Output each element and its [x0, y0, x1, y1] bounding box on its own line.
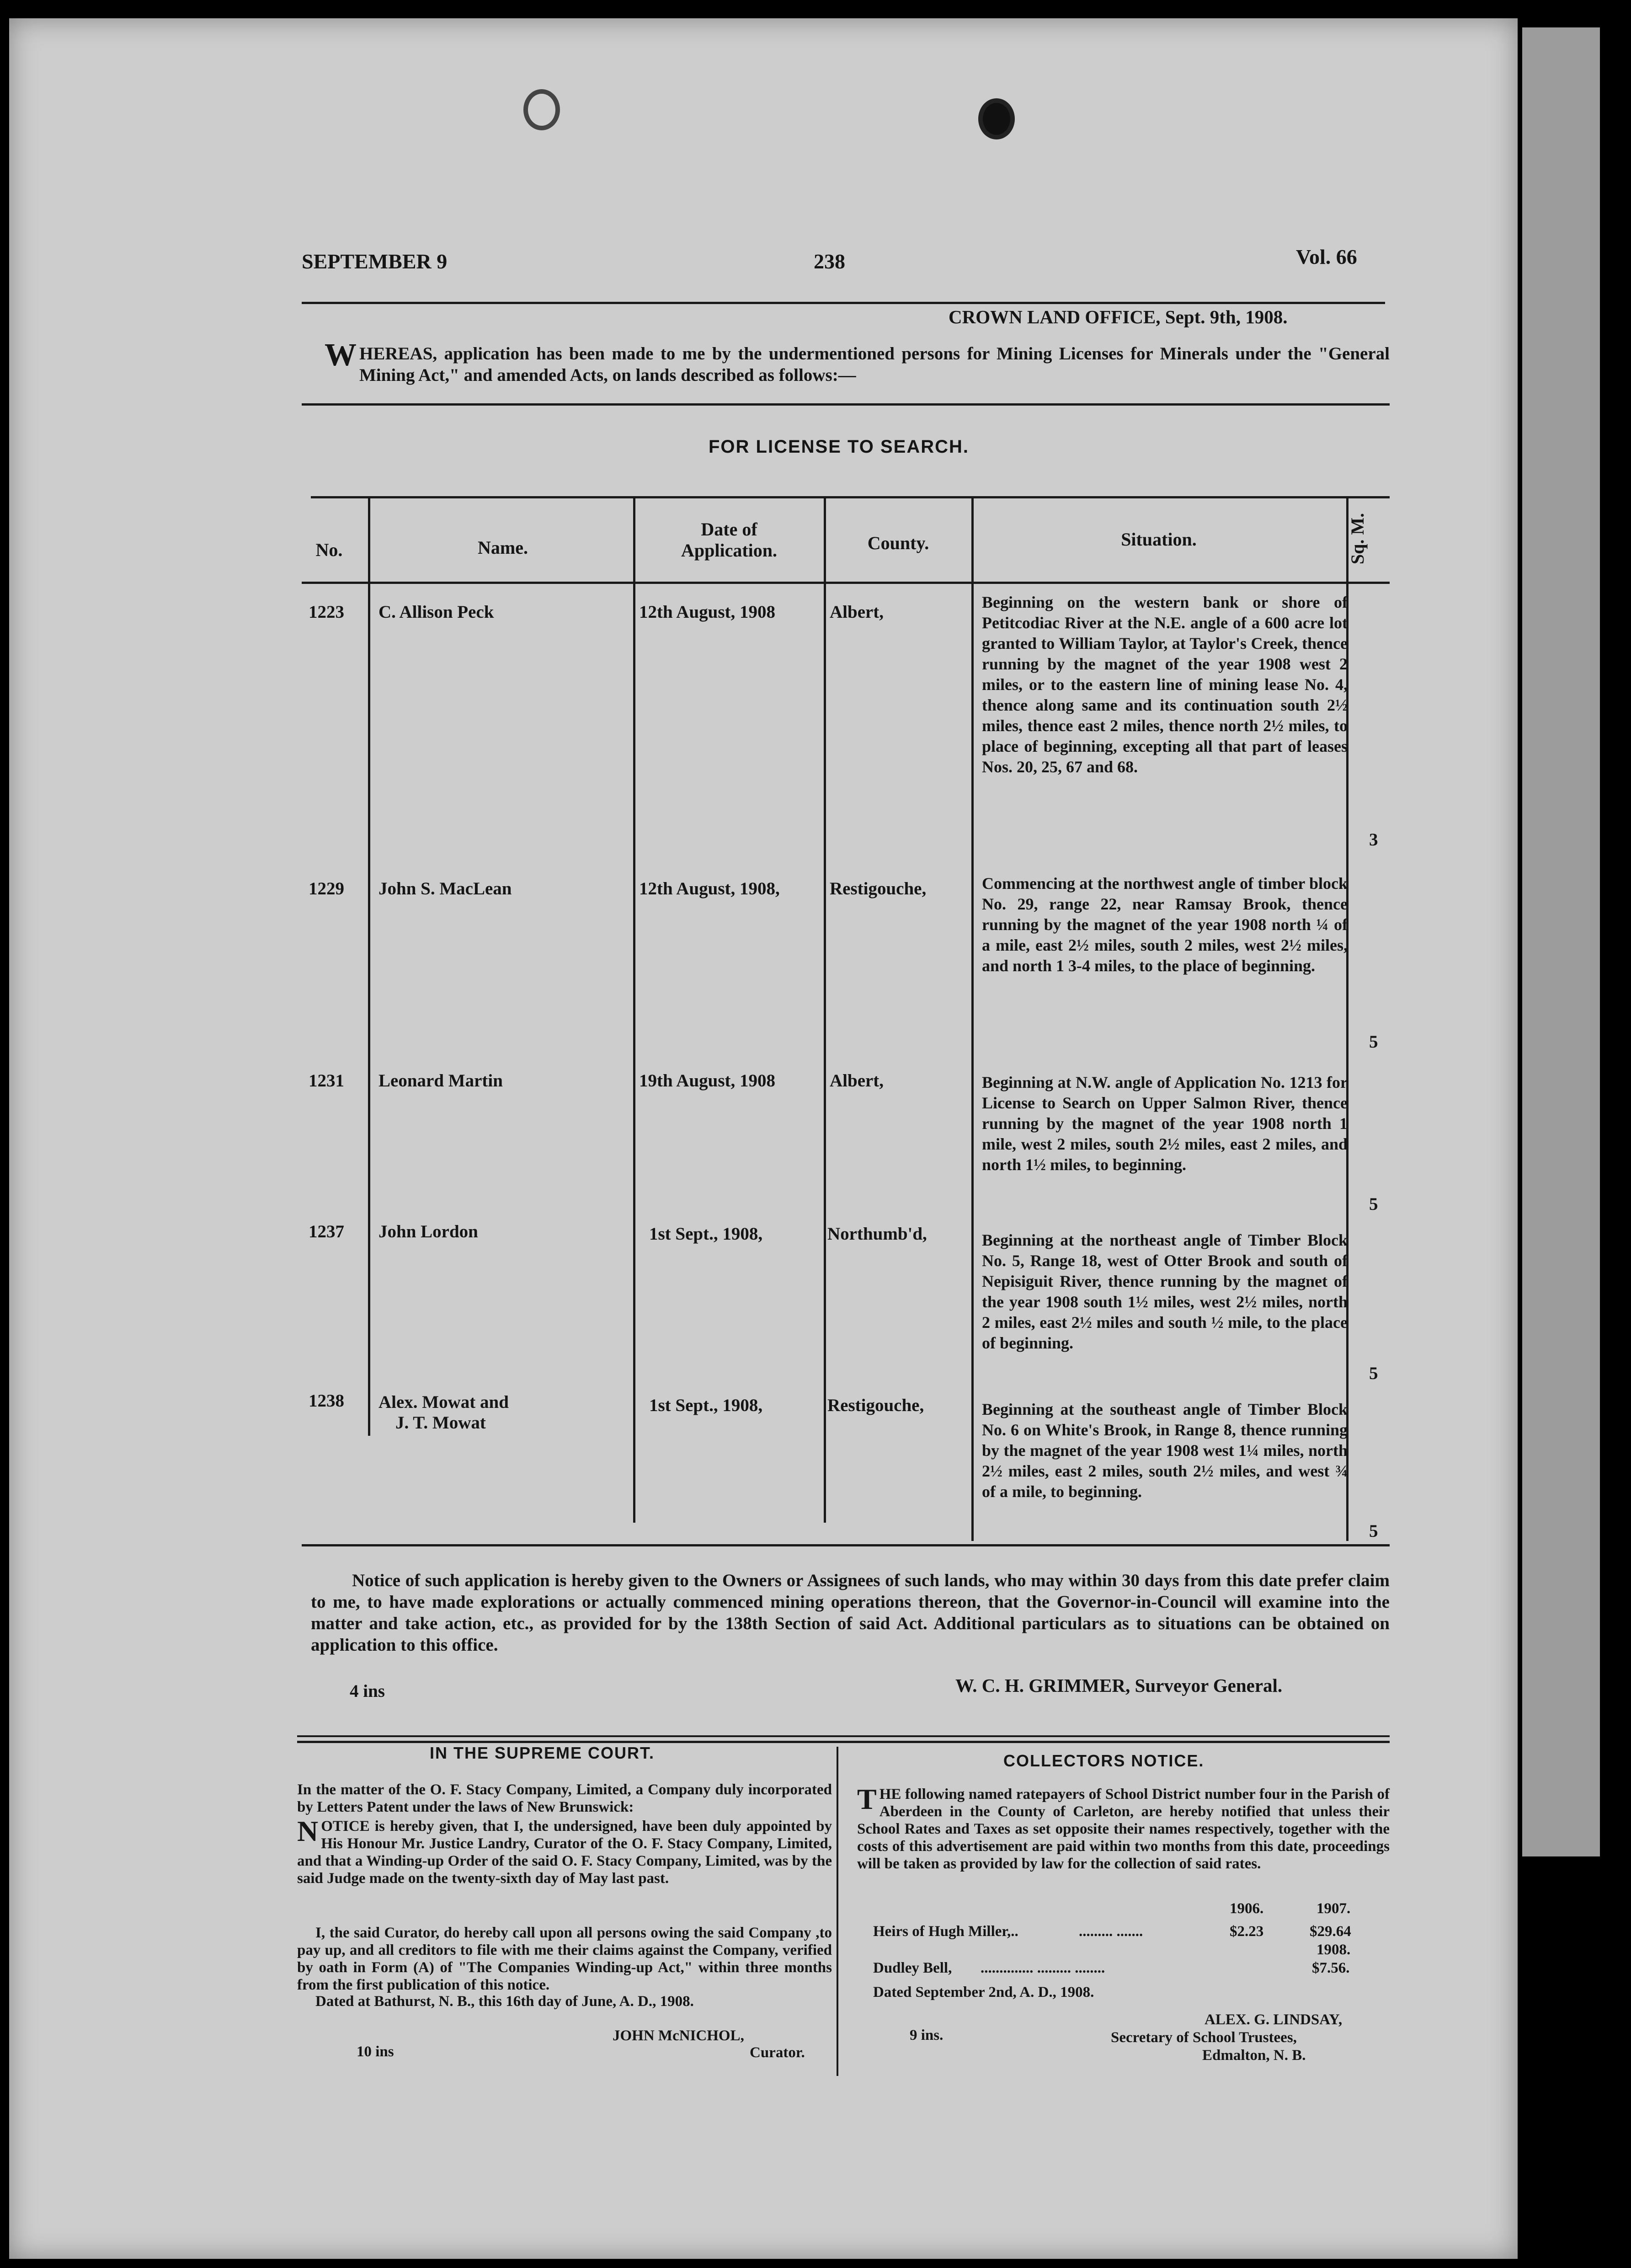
punch-hole-right	[978, 98, 1015, 139]
collectors-row2-value: $7.56.	[1312, 1960, 1350, 1976]
whereas-paragraph	[325, 337, 1390, 386]
collectors-place: Edmalton, N. B.	[1202, 2047, 1306, 2064]
collectors-row2-name: Dudley Bell,	[873, 1960, 952, 1976]
row-1237-no: 1237	[309, 1222, 344, 1241]
section-title: FOR LICENSE TO SEARCH.	[709, 437, 969, 457]
collectors-year-1907: 1907.	[1317, 1900, 1351, 1917]
col-divider-county	[824, 498, 826, 1523]
rule-above-title	[302, 403, 1390, 406]
row-1238-county: Restigouche,	[827, 1396, 924, 1415]
whereas-text: HEREAS, application has been made to me by the undermentioned persons for Mining Licenses for Minerals under the "General Mining Act," and amended Acts, on lands described as follows:—	[359, 344, 1390, 385]
supreme-court-notice-text: OTICE is hereby given, that I, the undersigned, have been duly appointed by His Honour Mr. Justice Landry, Curator of the O. F. Stacy Company, Limited, and that a Winding-up Order of the said O. F. Stacy Company, Limited, was by the said Judge made on the twenty-sixth day of May last past.	[297, 1818, 832, 1887]
row-1223-sqm: 3	[1369, 830, 1378, 850]
supreme-court-title: IN THE SUPREME COURT.	[430, 1744, 655, 1762]
row-1223-situation: Beginning on the western bank or shore of Petitcodiac River at the N.E. angle of a 600 acre lot granted to William Taylor, at Taylor's Creek, thence running by the magnet of the year 1908 west 2 miles, or to the eastern line of mining lease No. 4, thence along same and its continuation south 2½ miles, thence east 2 miles, thence north 2½ miles, to place of beginning, excepting all that part of leases Nos. 20, 25, 67 and 68.	[982, 593, 1348, 776]
col-divider-name	[368, 498, 370, 1436]
collectors-row2-year: 1908.	[1317, 1942, 1351, 1958]
row-1238-name-2: J. T. Mowat	[395, 1413, 486, 1433]
collectors-paragraph	[857, 1783, 1390, 1872]
row-1231-sqm: 5	[1369, 1194, 1378, 1214]
collectors-signer-title: Secretary of School Trustees,	[1111, 2029, 1297, 2046]
col-header-sqm: Sq. M.	[1347, 513, 1368, 565]
office-line: CROWN LAND OFFICE, Sept. 9th, 1908.	[949, 306, 1288, 327]
row-1231-no: 1231	[309, 1071, 344, 1091]
supreme-court-call: I, the said Curator, do hereby call upon all persons owing the said Company ,to pay up, and all creditors to file with me their claims against the Company, verified by oath in Form (A) of "The Companies Winding-up Act," within three months from the first publication of this notice.	[297, 1925, 832, 1993]
gazette-page	[9, 18, 1518, 2259]
collectors-row2-dots: .............. ......... ........	[981, 1960, 1105, 1976]
row-1231-name: Leonard Martin	[378, 1071, 503, 1091]
table-head-rule	[302, 582, 1390, 584]
supreme-court-insertions: 10 ins	[357, 2043, 394, 2060]
row-1223-date: 12th August, 1908	[639, 602, 775, 622]
col-divider-situation	[971, 498, 974, 1541]
supreme-court-notice	[297, 1815, 832, 1887]
row-1229-date: 12th August, 1908,	[639, 879, 780, 899]
whereas-initial: W	[325, 337, 357, 373]
supreme-court-matter: In the matter of the O. F. Stacy Company, Limited, a Company duly incorporated by Letters Patent under the laws of New Brunswick:	[297, 1781, 832, 1815]
collectors-title: COLLECTORS NOTICE.	[1003, 1751, 1205, 1770]
adjacent-page-edge	[1522, 27, 1600, 1856]
collectors-row1-name: Heirs of Hugh Miller,..	[873, 1923, 1018, 1940]
collectors-text: HE following named ratepayers of School District number four in the Parish of Aberdeen in the County of Carleton, are hereby notified that unless their School Rates and Taxes as set opposite their names respectively, together with the costs of this advertisement are paid within two months from this date, proceedings will be taken as provided by law for the collection of said rates.	[857, 1786, 1390, 1872]
table-top-rule	[311, 496, 1390, 498]
row-1223-no: 1223	[309, 602, 344, 622]
punch-hole-left	[523, 89, 560, 130]
section-rule-top	[297, 1735, 1390, 1737]
collectors-row1-1907: $29.64	[1310, 1923, 1351, 1940]
row-1237-date: 1st Sept., 1908,	[649, 1224, 763, 1244]
section-rule-bottom	[297, 1741, 1390, 1743]
col-header-date: Date of Application.	[681, 519, 778, 561]
supreme-court-dated: Dated at Bathurst, N. B., this 16th day of June, A. D., 1908.	[315, 1993, 694, 2010]
row-1238-name: Alex. Mowat and	[378, 1392, 509, 1412]
page-number: 238	[814, 250, 845, 273]
header-date: SEPTEMBER 9	[302, 250, 448, 273]
column-divider-bottom	[837, 1747, 838, 2076]
table-bottom-rule	[302, 1544, 1390, 1546]
row-1223-name: C. Allison Peck	[378, 602, 494, 622]
col-divider-date	[633, 498, 635, 1523]
collectors-row1-dots: ......... .......	[1079, 1923, 1143, 1940]
row-1231-date: 19th August, 1908	[639, 1071, 775, 1091]
col-header-no: No.	[315, 540, 343, 560]
col-header-county: County.	[867, 533, 929, 553]
collectors-year-1906: 1906.	[1230, 1900, 1264, 1917]
col-header-name: Name.	[478, 537, 528, 558]
collectors-row1-1906: $2.23	[1230, 1923, 1264, 1940]
closing-paragraph: Notice of such application is hereby given to the Owners or Assignees of such lands, who may within 30 days from this date prefer claim to me, to have made explorations or actually commenced mining operations thereon, that the Governor-in-Council will examine into the matter and take action, etc., as provided for by the 138th Section of said Act. Additional particulars as to situations can be obtained on application to this office.	[311, 1571, 1390, 1655]
row-1237-county: Northumb'd,	[827, 1224, 927, 1244]
row-1237-situation: Beginning at the northeast angle of Timber Block No. 5, Range 18, west of Otter Brook and south of Nepisiguit River, thence running by the magnet of the year 1908 south 1½ miles, west 2½ miles, north 2 miles, east 2½ miles and south ½ mile, to the place of beginning.	[982, 1231, 1348, 1352]
col-header-situation: Situation.	[1121, 529, 1197, 550]
row-1223-county: Albert,	[830, 602, 884, 622]
collectors-signer: ALEX. G. LINDSAY,	[1205, 2011, 1343, 2028]
row-1229-no: 1229	[309, 879, 344, 899]
row-1231-county: Albert,	[830, 1071, 884, 1091]
supreme-court-notice-initial: N	[297, 1815, 319, 1847]
row-1238-sqm: 5	[1369, 1521, 1378, 1541]
volume-number: Vol. 66	[1296, 245, 1357, 268]
header-rule	[302, 302, 1385, 304]
row-1238-date: 1st Sept., 1908,	[649, 1396, 763, 1415]
collectors-initial: T	[857, 1783, 877, 1815]
row-1237-sqm: 5	[1369, 1364, 1378, 1383]
row-1229-situation: Commencing at the northwest angle of timber block No. 29, range 22, near Ramsay Brook, thence running by the magnet of the year 1908 north ¼ of a mile, east 2½ miles, south 2 miles, west 2½ miles, and north 1 3-4 miles, to the place of beginning.	[982, 874, 1348, 975]
supreme-court-signer-title: Curator.	[750, 2044, 805, 2061]
collectors-dated: Dated September 2nd, A. D., 1908.	[873, 1984, 1094, 2001]
insertion-count: 4 ins	[350, 1681, 385, 1701]
row-1237-name: John Lordon	[378, 1222, 478, 1241]
row-1229-name: John S. MacLean	[378, 879, 512, 899]
surveyor-signature: W. C. H. GRIMMER, Surveyor General.	[955, 1675, 1283, 1696]
row-1229-county: Restigouche,	[830, 879, 927, 899]
collectors-insertions: 9 ins.	[910, 2027, 943, 2043]
row-1229-sqm: 5	[1369, 1032, 1378, 1052]
row-1238-no: 1238	[309, 1391, 344, 1411]
row-1238-situation: Beginning at the southeast angle of Timber Block No. 6 on White's Brook, in Range 8, thence running by the magnet of the year 1908 west 1¼ miles, north 2½ miles, east 2 miles, south 2½ miles, and west ¾ of a mile, to beginning.	[982, 1400, 1348, 1501]
row-1231-situation: Beginning at N.W. angle of Application No. 1213 for License to Search on Upper Salmon River, thence running by the magnet of the year 1908 north 1 mile, west 2 miles, south 2½ miles, east 2 miles, and north 1½ miles, to beginning.	[982, 1073, 1348, 1174]
supreme-court-signer: JOHN McNICHOL,	[613, 2027, 744, 2044]
